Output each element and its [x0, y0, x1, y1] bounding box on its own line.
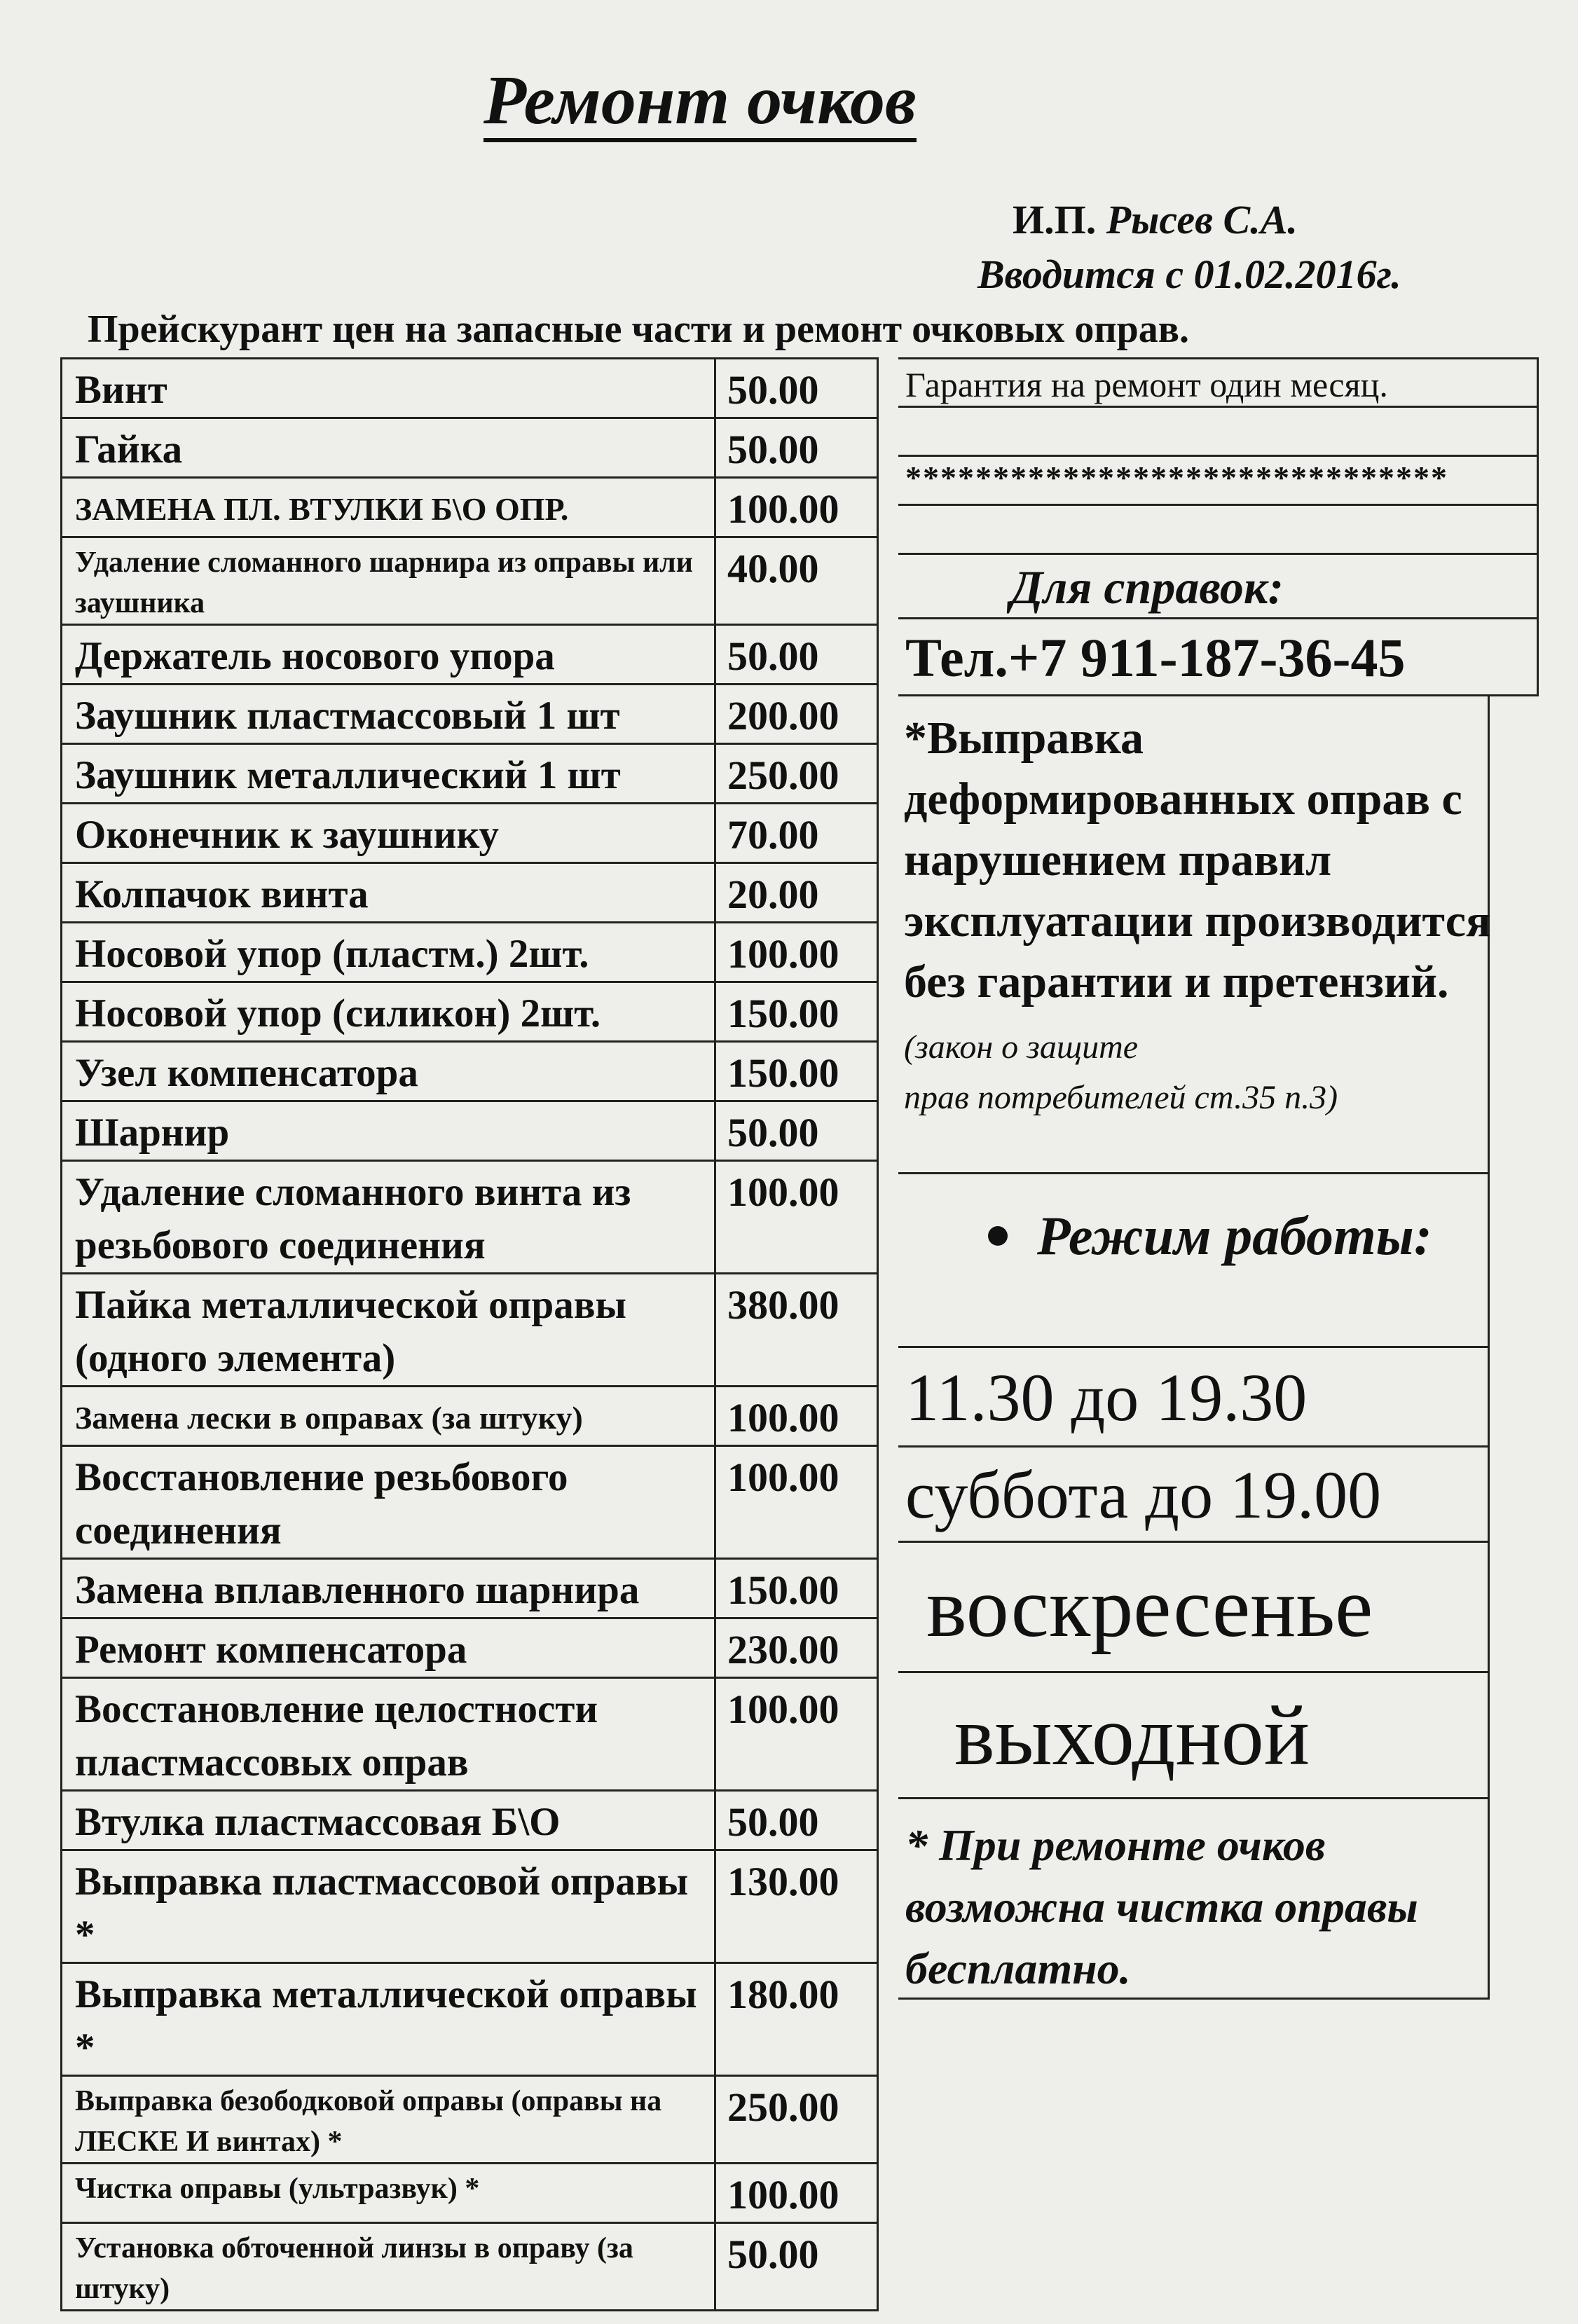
item-price: 180.00 [715, 1963, 878, 2076]
item-price: 100.00 [715, 478, 878, 537]
table-row [62, 359, 878, 418]
table-row [62, 1559, 878, 1618]
table-row [62, 1387, 878, 1446]
item-price: 50.00 [715, 418, 878, 478]
table-row [62, 478, 878, 537]
item-name: Замена лески в оправах (за штуку) [62, 1387, 715, 1446]
table-row [62, 1963, 878, 2076]
item-name: Носовой упор (пластм.) 2шт. [62, 923, 715, 982]
table-row [62, 2223, 878, 2311]
item-name: Винт [62, 359, 715, 418]
item-price: 50.00 [715, 1101, 878, 1161]
item-name: Выправка металлической оправы * [62, 1963, 715, 2076]
table-row [62, 2076, 878, 2164]
table-row [62, 1042, 878, 1101]
item-price: 40.00 [715, 537, 878, 625]
item-name: Восстановление целостности пластмассовых оправ [62, 1678, 715, 1791]
no-warranty-note [904, 708, 1507, 1118]
info-label: Для справок: [898, 555, 1539, 619]
price-list-subtitle: Прейскурант цен на запасные части и ремонт очковых оправ. [88, 308, 1189, 351]
item-name: Ремонт компенсатора [62, 1618, 715, 1678]
item-price: 380.00 [715, 1274, 878, 1387]
table-row [62, 1850, 878, 1963]
item-price: 50.00 [715, 2223, 878, 2311]
note-text: *Выправка деформированных оправ с нарушением правил эксплуатации производится без гарантии и претензий. [904, 713, 1491, 1008]
item-price: 70.00 [715, 804, 878, 863]
item-name: Узел компенсатора [62, 1042, 715, 1101]
hours-saturday: суббота до 19.00 [898, 1448, 1490, 1543]
owner-prefix: И.П. [1013, 197, 1097, 242]
item-price: 150.00 [715, 1042, 878, 1101]
item-price: 50.00 [715, 1791, 878, 1850]
warranty-text: Гарантия на ремонт один месяц. [898, 357, 1539, 408]
item-price: 150.00 [715, 1559, 878, 1618]
stars-line: ******************************* [898, 457, 1539, 506]
item-name: Гайка [62, 418, 715, 478]
table-row [62, 2164, 878, 2223]
table-row [62, 804, 878, 863]
hours-sunday: воскресенье [898, 1543, 1490, 1673]
table-row [62, 744, 878, 804]
item-name: Колпачок винта [62, 863, 715, 923]
item-price: 250.00 [715, 2076, 878, 2164]
phone-number: Тел.+7 911-187-36-45 [898, 619, 1539, 696]
owner-name: Рысев С.А. [1106, 197, 1298, 242]
item-price: 150.00 [715, 982, 878, 1042]
page-title: Ремонт очков [483, 63, 917, 142]
note-law-1: (закон о защите [904, 1029, 1139, 1066]
effective-date: Вводится с 01.02.2016г. [977, 252, 1401, 297]
blank-line [898, 408, 1539, 457]
table-row [62, 923, 878, 982]
price-table [60, 357, 879, 2311]
item-price: 100.00 [715, 1387, 878, 1446]
item-price: 100.00 [715, 923, 878, 982]
item-name: Пайка металлической оправы (одного элемента) [62, 1274, 715, 1387]
item-price: 100.00 [715, 1678, 878, 1791]
item-name: Установка обточенной линзы в оправу (за штуку) [62, 2223, 715, 2311]
table-row [62, 1791, 878, 1850]
table-row [62, 1101, 878, 1161]
table-row [62, 1446, 878, 1559]
item-name: ЗАМЕНА ПЛ. ВТУЛКИ Б\О ОПР. [62, 478, 715, 537]
item-name: Втулка пластмассовая Б\О [62, 1791, 715, 1850]
note-law-2: прав потребителей ст.35 п.3) [904, 1079, 1338, 1116]
item-price: 50.00 [715, 625, 878, 685]
table-row [62, 982, 878, 1042]
item-name: Держатель носового упора [62, 625, 715, 685]
owner-line [1013, 196, 1298, 243]
hours-title [988, 1198, 1432, 1274]
item-price: 250.00 [715, 744, 878, 804]
item-price: 130.00 [715, 1850, 878, 1963]
item-price: 100.00 [715, 1446, 878, 1559]
hours-day-off: выходной [898, 1673, 1490, 1799]
blank-line [898, 506, 1539, 555]
table-row [62, 863, 878, 923]
item-price: 100.00 [715, 1161, 878, 1274]
item-price: 20.00 [715, 863, 878, 923]
item-price: 230.00 [715, 1618, 878, 1678]
item-price: 50.00 [715, 359, 878, 418]
table-row [62, 625, 878, 685]
item-name: Носовой упор (силикон) 2шт. [62, 982, 715, 1042]
hours-weekday: 11.30 до 19.30 [898, 1348, 1490, 1448]
item-price: 200.00 [715, 685, 878, 744]
item-name: Заушник металлический 1 шт [62, 744, 715, 804]
hours-title-text: Режим работы: [1037, 1205, 1432, 1266]
table-row [62, 537, 878, 625]
table-row [62, 1618, 878, 1678]
item-name: Удаление сломанного винта из резьбового соединения [62, 1161, 715, 1274]
item-name: Удаление сломанного шарнира из оправы или заушника [62, 537, 715, 625]
item-name: Выправка пластмассовой оправы * [62, 1850, 715, 1963]
cleaning-note: * При ремонте очков возможна чистка оправы бесплатно. [905, 1820, 1418, 1993]
bullet-icon [988, 1226, 1008, 1246]
item-name: Шарнир [62, 1101, 715, 1161]
table-row [62, 1161, 878, 1274]
table-row [62, 1678, 878, 1791]
item-name: Замена вплавленного шарнира [62, 1559, 715, 1618]
item-name: Заушник пластмассовый 1 шт [62, 685, 715, 744]
table-row [62, 685, 878, 744]
item-name: Выправка безободковой оправы (оправы на ЛЕСКЕ И винтах) * [62, 2076, 715, 2164]
item-name: Чистка оправы (ультразвук) * [62, 2164, 715, 2223]
table-row [62, 1274, 878, 1387]
item-name: Оконечник к заушнику [62, 804, 715, 863]
item-price: 100.00 [715, 2164, 878, 2223]
item-name: Восстановление резьбового соединения [62, 1446, 715, 1559]
table-row [62, 418, 878, 478]
